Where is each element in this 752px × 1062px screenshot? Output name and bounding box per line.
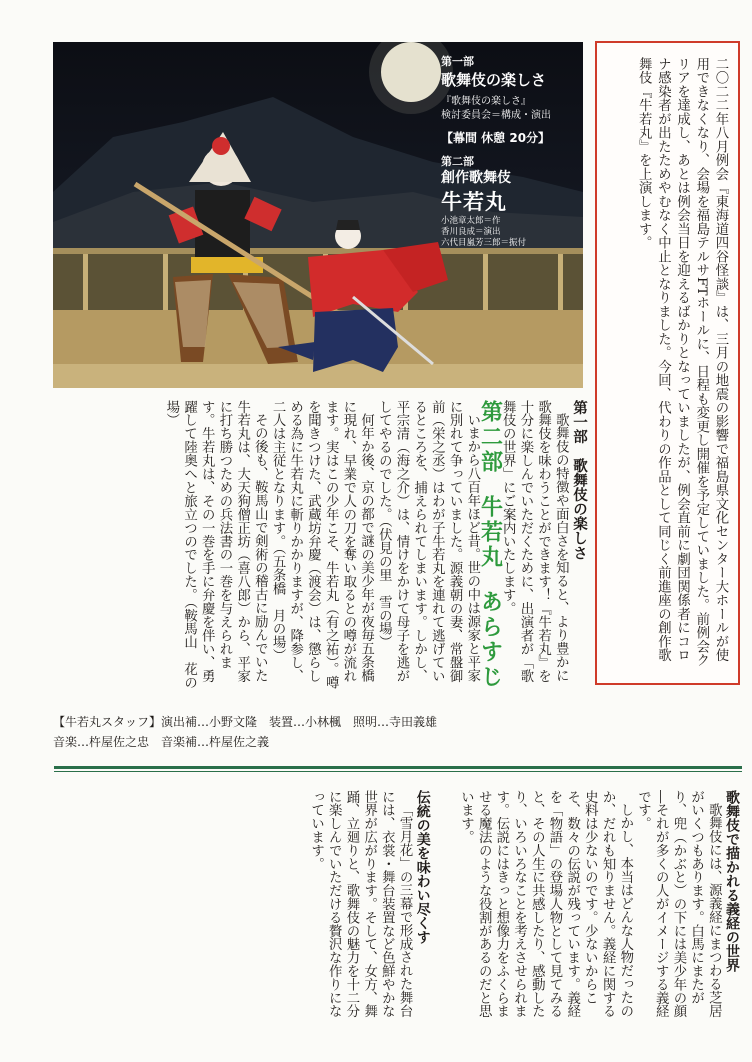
synopsis-paragraph-2: 何年か後、京の都で謎の美少年が夜毎五条橋に現れ、早業で人の刀を奪い取るとの噂が流れます。実はこの少年こそ、牛若丸（有之祐）。噂を聞きつけた、武蔵坊弁慶（渡会）は、懲らしめる為に牛若丸に斬りかかりますが、降参し、二人は主従となります。（五条橋 月の場） (270, 400, 374, 690)
part2-label: 第二部 (441, 155, 474, 168)
program-caption (441, 54, 581, 249)
part1-credit-2: 検討委員会＝構成・演出 (441, 110, 551, 121)
cancellation-notice-box (595, 41, 740, 685)
staff-credits (53, 712, 593, 752)
part2-heading-title: 牛若丸 (477, 495, 504, 570)
part2-title: 牛若丸 (441, 190, 507, 214)
tradition-heading: 伝統の美を味わい尽くす (414, 790, 431, 944)
staff-line-2: 音楽…杵屋佐之忠 音楽補…杵屋佐之義 (53, 735, 270, 749)
part2-heading-suffix: あらすじ (477, 590, 504, 690)
synopsis-paragraph-3: その後も、鞍馬山で剣術の稽古に励んでいた牛若丸は、大天狗僧正坊（喜八郎）から、平家に打ち勝つための兵法書の一巻を与えられます。牛若丸は、その一巻を手に弁慶を伴い、勇躍して陸奥へと旅立つのでした。（鞍馬山 花の場） (163, 400, 268, 690)
part2-heading (477, 400, 504, 692)
yoshitsune-heading: 歌舞伎で描かれる義経の世界 (724, 790, 740, 972)
lower-section (60, 790, 740, 1020)
part1-intro: 歌舞伎の特徴や面白さを知ると、より豊かに歌舞伎を味わうことができます！『牛若丸』を十分に楽しんでいただくために、出演者が「歌舞伎の世界」にご案内いたします。 (500, 400, 569, 683)
part2-credit-3: 六代目嵐芳三郎＝振付 (441, 238, 527, 248)
part2-credit-1: 小池章太郎＝作 (441, 216, 501, 226)
part1-label: 第一部 (441, 55, 474, 68)
tradition-paragraph: 「雪月花」の三幕で形成された舞台には、衣裳・舞台装置など色鮮やかな世界が広がります。そして、女方、舞踊、立廻りと、歌舞伎の魅力を十二分に楽しんでいただける贅沢な作りになっています。 (308, 790, 413, 1018)
part2-credit-2: 香川良成＝演出 (441, 227, 501, 237)
intermission: 【幕間 休憩 20分】 (441, 131, 551, 145)
staff-line-1: 【牛若丸スタッフ】演出補…小野文隆 装置…小林楓 照明…寺田義雄 (53, 715, 438, 729)
part1-heading: 第一部 歌舞伎の楽しさ (571, 400, 587, 561)
yoshitsune-paragraph-2: しかし、本当はどんな人物だったのか、だれも知りません。義経に関する史料は少ないのです。少ないからこそ、数々の伝説が残っています。義経を「物語」の登場人物として見てみると、その人生に共感したり、感動したり、いろいろなことを考えさせられます。伝説にはきっと想像力をふくらませる魔法のような役割があるのだと思います。 (458, 790, 633, 1018)
part2-subtitle: 創作歌舞伎 (441, 170, 511, 186)
synopsis-paragraph-1: いまから八百年ほど昔。世の中は源家と平家に別れて争っていました。源義朝の妻、常盤御前（栄之丞）はわが子牛若丸を連れて逃げているところを、捕えられてしまいます。しかし、平宗清（海之介）は、情けをかけて母子を逃がしてやるのでした。（伏見の里 雪の場） (376, 400, 480, 683)
part2-heading-label: 第二部 (477, 400, 504, 475)
section-divider (54, 766, 742, 772)
synopsis-section (53, 400, 587, 692)
part1-title: 歌舞伎の楽しさ (441, 71, 547, 89)
yoshitsune-paragraph-1: 歌舞伎には、源義経にまつわる芝居がいくつもあります。白馬にまたがり、兜（かぶと）の下には美少年の顔―それが多くの人がイメージする義経です。 (635, 790, 722, 1018)
cancellation-notice-text: 二〇二二年八月例会『東海道四谷怪談』は、三月の地震の影響で福島県文化センター大ホールが使用できなくなり、会場を福島テルサFTホールに、日程も変更し開催を予定していました。前例会クリアを達成し、あとは例会当日を迎えるばかりとなっていましたが、例会直前に劇団関係者にコロナ感染者が出たためやむなく中止となりました。今回、代わりの作品として同じく前進座の創作歌舞伎『牛若丸』を上演します。 (636, 57, 728, 668)
part1-credit-1: 『歌舞伎の楽しさ』 (441, 96, 531, 107)
stage-photo (53, 42, 583, 388)
